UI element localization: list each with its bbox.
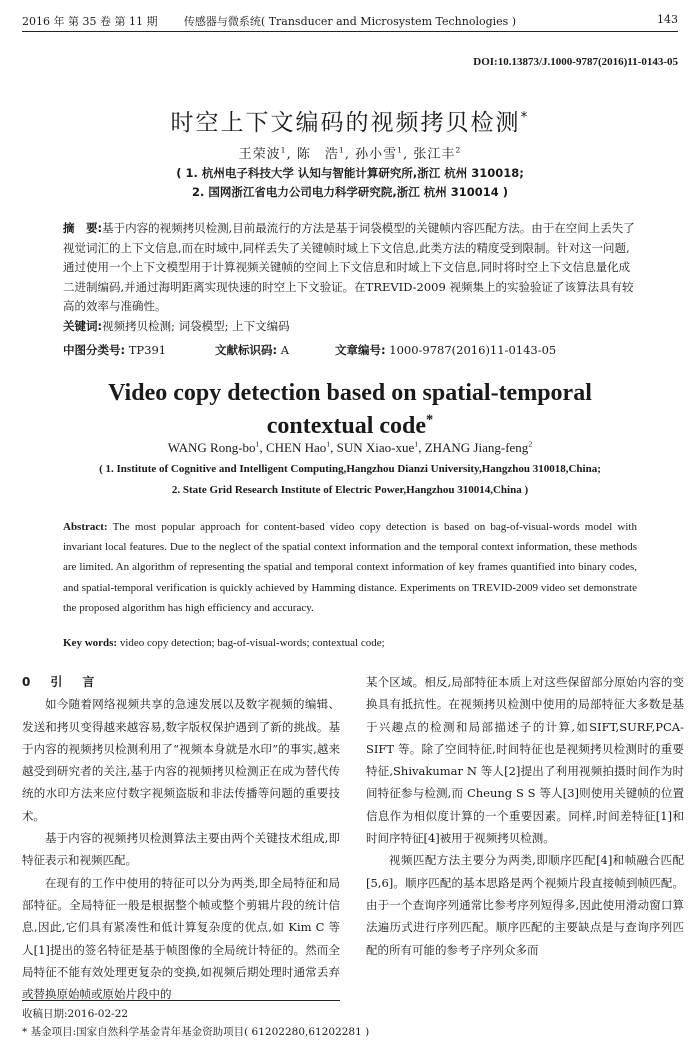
paragraph: 基于内容的视频拷贝检测算法主要由两个关键技术组成,即特征表示和视频匹配。 <box>22 831 340 868</box>
article-number: 文章编号: 1000-9787(2016)11-0143-05 <box>335 343 557 357</box>
fund-note: * 基金项目:国家自然科学基金青年基金资助项目( 61202280,61202281 ) <box>22 1026 370 1038</box>
paragraph: 某个区域。相反,局部特征本质上对这些保留部分原始内容的变换具有抵抗性。在视频拷贝检测中使用的局部特征大多数是基于兴趣点的检测和局部描述子的计算,如SIFT,SURF,PCA-SIFT 等。除了空间特征,时间特征也是视频拷贝检测时的重要特征,Shivakumar N 等人[2]提出了利用视频拍摄时间作为时间特征参与检测,而 Cheung S S 等人[3]则使用关键帧的位置信息作为相似度计算的一个重要因素。同样,时间差特征[1]和时间序特征[4]被用于视频拷贝检测。 <box>366 675 684 846</box>
journal-issue: 2016 年 第 35 卷 第 11 期 <box>22 15 158 28</box>
affiliation-english-1: ( 1. Institute of Cognitive and Intelligent Computing,Hangzhou Dianzi University,Hangzhou 310018,China; <box>99 463 601 475</box>
author-cn: 孙小雪 <box>355 147 398 162</box>
paragraph: 视频匹配方法主要分为两类,即顺序匹配[4]和帧融合匹配[5,6]。顺序匹配的基本思路是两个视频片段直接帧到帧匹配。由于一个查询序列通常比参考序列短得多,因此使用滑动窗口算法遍历式进行序列匹配。顺序匹配的主要缺点是与查询序列匹配的所有可能的参考子序列众多而 <box>366 853 684 957</box>
author-en: SUN Xiao-xue <box>336 440 415 455</box>
keywords-english-text: video copy detection; bag-of-visual-words; contextual code; <box>119 637 385 649</box>
keywords-chinese-text: 视频拷贝检测; 词袋模型; 上下文编码 <box>102 319 290 333</box>
affiliation-chinese-2: 2. 国网浙江省电力公司电力科学研究院,浙江 杭州 310014 ) <box>191 185 509 199</box>
abstract-english-label: Abstract: <box>63 521 108 533</box>
running-header <box>22 10 678 32</box>
section-heading: 0 引 言 <box>22 675 99 689</box>
authors-chinese: 王荣波$^1$, 陈 浩$^1$, 孙小雪$^1$, 张江丰$^2$ <box>238 145 462 162</box>
title-english-line-1: Video copy detection based on spatial-temporal <box>108 380 592 406</box>
author-cn: 王荣波 <box>238 147 281 162</box>
title-english-line-2: contextual code <box>266 413 427 439</box>
title-footnote-mark: * <box>520 109 530 126</box>
title-chinese-text: 时空上下文编码的视频拷贝检测 <box>170 110 521 136</box>
author-en: ZHANG Jiang-feng <box>424 440 529 455</box>
title-english-footnote-mark: * <box>426 412 434 428</box>
authors-english: WANG Rong-$bo^1$, CHEN Hao$^1$, SUN Xiao-xue$^1$, ZHANG Jiang-feng$^2$ <box>167 439 533 455</box>
abstract-english-text: The most popular approach for content-based video copy detection is based on bag-of-visual-words model with invariant local features. Due to the neglect of the spatial context information and the temporal context information, these methods are limited. An algorithm of representing the spatial and temporal context information of key frames quantified into binary codes, and spatial-temporal verification is quickly achieved by Hamming distance. Experiments on TREVID-2009 video set demonstrate the proposed algorithm has high efficiency and accuracy. <box>63 521 637 614</box>
footnote-divider <box>22 1000 340 1001</box>
paragraph: 在现有的工作中使用的特征可以分为两类,即全局特征和局部特征。全局特征一般是根据整个帧或整个剪辑片段的统计信息,因此,它们具有紧凑性和低计算复杂度的优点,如 Kim C 等人[1]提出的签名特征是基于帧图像的全局统计特征的。然而全局特征不能有效处理更复杂的变换,如视频后期处理时通常丢弃或替换原始帧或原始片段中的 <box>22 875 340 1002</box>
abstract-chinese <box>63 219 637 317</box>
footnotes <box>22 1005 369 1041</box>
keywords-chinese-label: 关键词: <box>63 319 103 333</box>
affiliation-english-2: 2. State Grid Research Institute of Electric Power,Hangzhou 310014,China ) <box>171 484 529 496</box>
received-date: 收稿日期:2016-02-22 <box>22 1008 129 1020</box>
page-number: 143 <box>657 13 678 26</box>
title-chinese <box>0 104 700 137</box>
author-en: WANG Rong-bo <box>167 440 256 455</box>
abstract-chinese-label: 摘 要: <box>63 221 103 235</box>
abstract-chinese-text: 基于内容的视频拷贝检测,目前最流行的方法是基于词袋模型的关键帧内容匹配方法。由于在空间上丢失了视觉词汇的上下文信息,而在时域中,同样丢失了关键帧时域上下文信息,此类方法的精度受到限制。针对这一问题,通过使用一个上下文模型用于计算视频关键帧的空间上下文信息和时域上下文信息,同时将时空上下文信息量化成二进制编码,并通过海明距离实现快速的时空上下文验证。在TREVID-2009 视频集上的实验验证了该算法具有较高的效率与准确性。 <box>63 221 635 313</box>
author-cn: 陈 浩 <box>296 147 339 162</box>
author-en: CHEN Hao <box>265 440 327 455</box>
author-cn: 张江丰 <box>413 147 456 162</box>
doi: DOI:10.13873/J.1000-9787(2016)11-0143-05 <box>473 56 678 68</box>
keywords-chinese <box>63 318 290 334</box>
body-column-left <box>22 671 340 1005</box>
keywords-english-label: Key words: <box>63 637 118 649</box>
document-code: 文献标识码: A <box>215 343 290 357</box>
clc-number: 中图分类号: TP391 <box>63 343 167 357</box>
paragraph: 如今随着网络视频共享的急速发展以及数字视频的编辑、发送和拷贝变得越来越容易,数字版权保护遇到了新的挑战。基于内容的视频拷贝检测利用了“视频本身就是水印”的事实,越来越受到研究者的关注,基于内容的视频拷贝检测正在成为替代传统的水印方法来应付数字视频盗版和非法传播等问题的重要技术。 <box>22 697 340 823</box>
abstract-english <box>63 517 637 618</box>
body-column-right <box>366 671 684 961</box>
title-english <box>0 377 700 443</box>
keywords-english <box>63 637 385 649</box>
journal-name: 传感器与微系统( Transducer and Microsystem Technologies ) <box>183 15 517 28</box>
affiliation-chinese-1: ( 1. 杭州电子科技大学 认知与智能计算研究所,浙江 杭州 310018; <box>176 166 524 180</box>
